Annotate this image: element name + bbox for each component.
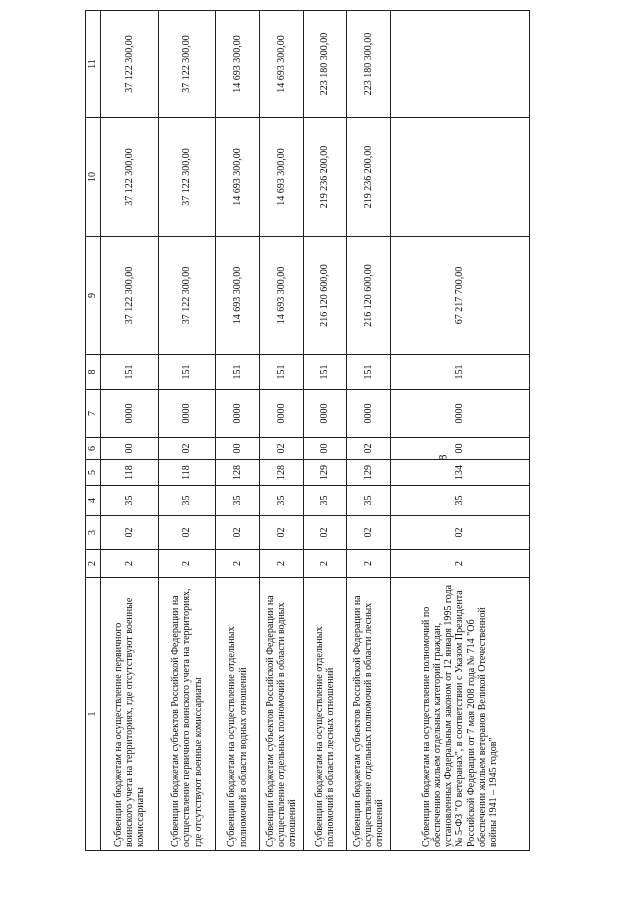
code-cell: 35 [304, 486, 347, 516]
code-cell: 0000 [304, 390, 347, 438]
table-row [304, 11, 347, 851]
column-header: 6 [86, 438, 101, 460]
code-cell: 35 [159, 486, 216, 516]
page-number: 8 [435, 454, 450, 461]
code-cell: 35 [260, 486, 304, 516]
amount-cell: 223 180 300,00 [304, 11, 347, 118]
code-cell: 118 [101, 460, 159, 486]
table-row [101, 11, 159, 851]
code-cell: 02 [391, 516, 530, 550]
amount-cell: 37 122 300,00 [159, 237, 216, 355]
code-cell: 02 [347, 438, 391, 460]
column-header: 5 [86, 460, 101, 486]
code-cell: 02 [216, 516, 260, 550]
amount-cell: 216 120 600,00 [347, 237, 391, 355]
column-header: 8 [86, 355, 101, 390]
code-cell: 35 [216, 486, 260, 516]
amount-cell: 14 693 300,00 [216, 237, 260, 355]
amount-cell: 37 122 300,00 [159, 11, 216, 118]
code-cell: 0000 [101, 390, 159, 438]
code-cell: 00 [216, 438, 260, 460]
code-cell: 02 [347, 516, 391, 550]
row-description: Субвенции бюджетам на осуществление первичного воинского учета на территориях, где отсутствуют военные комиссариаты [101, 578, 159, 851]
column-header: 3 [86, 516, 101, 550]
code-cell: 128 [216, 460, 260, 486]
code-cell: 151 [101, 355, 159, 390]
code-cell: 00 [304, 438, 347, 460]
row-description: Субвенции бюджетам на осуществление отдельных полномочий в области водных отношений [216, 578, 260, 851]
header-row [86, 11, 101, 851]
amount-cell: 14 693 300,00 [260, 11, 304, 118]
code-cell: 02 [304, 516, 347, 550]
table-row [260, 11, 304, 851]
column-header: 10 [86, 118, 101, 237]
code-cell: 151 [260, 355, 304, 390]
row-description: Субвенции бюджетам на осуществление полномочий по обеспечению жильем отдельных категорий граждан, установленных Федеральным законом от 12 января 1995 года № 5-ФЗ "О ветеранах", в соответствии с Указом Президента Российской Федерации от 7 мая 2008 года № 714 "Об обеспечении жильем ветеранов Великой Отечественной войны 1941 – 1945 годов" [391, 578, 530, 851]
code-cell: 2 [159, 550, 216, 578]
amount-cell [391, 11, 530, 118]
column-header: 9 [86, 237, 101, 355]
amount-cell: 219 236 200,00 [304, 118, 347, 237]
code-cell: 2 [304, 550, 347, 578]
code-cell: 118 [159, 460, 216, 486]
amount-cell: 37 122 300,00 [101, 237, 159, 355]
code-cell: 02 [260, 438, 304, 460]
amount-cell: 223 180 300,00 [347, 11, 391, 118]
code-cell: 129 [304, 460, 347, 486]
row-description: Субвенции бюджетам субъектов Российской Федерации на осуществление первичного воинского учета на территориях, где отсутствуют военные комиссариаты [159, 578, 216, 851]
code-cell: 0000 [260, 390, 304, 438]
amount-cell: 14 693 300,00 [260, 237, 304, 355]
row-description: Субвенции бюджетам субъектов Российской Федерации на осуществление отдельных полномочий в области водных отношений [260, 578, 304, 851]
row-description: Субвенции бюджетам на осуществление отдельных полномочий в области лесных отношений [304, 578, 347, 851]
amount-cell: 37 122 300,00 [101, 11, 159, 118]
amount-cell: 14 693 300,00 [216, 118, 260, 237]
column-header: 4 [86, 486, 101, 516]
amount-cell: 14 693 300,00 [216, 11, 260, 118]
column-header: 11 [86, 11, 101, 118]
amount-cell: 37 122 300,00 [101, 118, 159, 237]
code-cell: 151 [347, 355, 391, 390]
row-description: Субвенции бюджетам субъектов Российской Федерации на осуществление отдельных полномочий в области лесных отношений [347, 578, 391, 851]
amount-cell: 219 236 200,00 [347, 118, 391, 237]
table-row [159, 11, 216, 851]
code-cell: 128 [260, 460, 304, 486]
code-cell: 2 [391, 550, 530, 578]
code-cell: 2 [216, 550, 260, 578]
code-cell: 35 [391, 486, 530, 516]
code-cell: 2 [101, 550, 159, 578]
code-cell: 151 [391, 355, 530, 390]
code-cell: 02 [101, 516, 159, 550]
code-cell: 0000 [391, 390, 530, 438]
table-row [216, 11, 260, 851]
code-cell: 129 [347, 460, 391, 486]
code-cell: 0000 [216, 390, 260, 438]
amount-cell: 14 693 300,00 [260, 118, 304, 237]
rotated-table-wrapper [85, 31, 530, 851]
table-row [347, 11, 391, 851]
code-cell: 35 [347, 486, 391, 516]
code-cell: 02 [159, 516, 216, 550]
code-cell: 2 [347, 550, 391, 578]
column-header: 2 [86, 550, 101, 578]
code-cell: 0000 [159, 390, 216, 438]
amount-cell [391, 118, 530, 237]
code-cell: 02 [159, 438, 216, 460]
code-cell: 151 [216, 355, 260, 390]
amount-cell: 67 217 700,00 [391, 237, 530, 355]
code-cell: 02 [260, 516, 304, 550]
amount-cell: 216 120 600,00 [304, 237, 347, 355]
amount-cell: 37 122 300,00 [159, 118, 216, 237]
code-cell: 151 [159, 355, 216, 390]
code-cell: 00 [391, 438, 530, 460]
column-header: 1 [86, 578, 101, 851]
code-cell: 2 [260, 550, 304, 578]
budget-table [85, 10, 530, 851]
column-header: 7 [86, 390, 101, 438]
code-cell: 151 [304, 355, 347, 390]
code-cell: 0000 [347, 390, 391, 438]
code-cell: 134 [391, 460, 530, 486]
code-cell: 00 [101, 438, 159, 460]
code-cell: 35 [101, 486, 159, 516]
table-row [391, 11, 530, 851]
